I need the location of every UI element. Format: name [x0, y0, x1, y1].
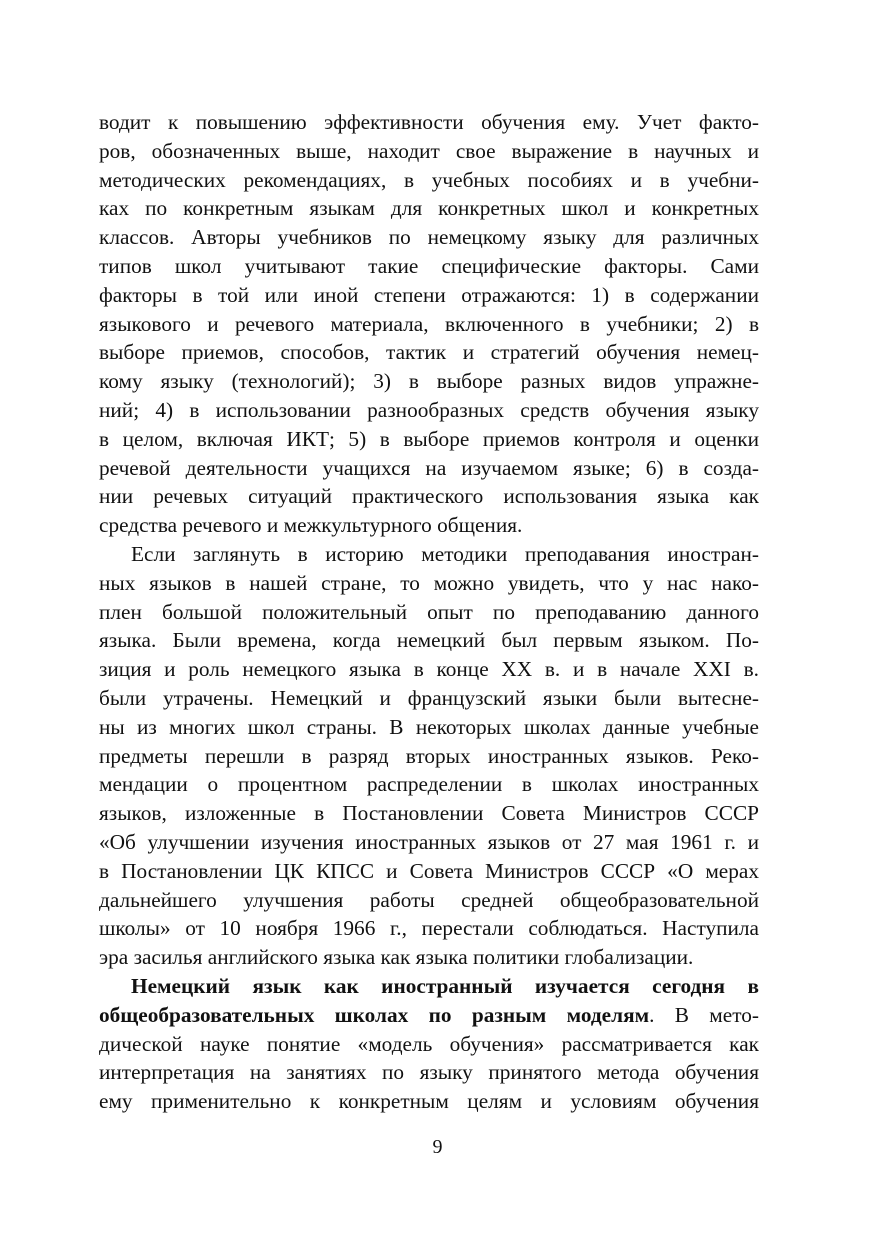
text-line: языка. Были времена, когда немецкий был первым языком. По-: [99, 628, 759, 653]
text-line: дической науке понятие «модель обучения» рассматривается как: [99, 1031, 759, 1056]
text-line: в Постановлении ЦК КПСС и Совета Министров СССР «О мерах: [99, 858, 759, 883]
text-line: водит к повышению эффективности обучения ему. Учет факто-: [99, 110, 759, 134]
text-line: «Об улучшении изучения иностранных языков от 27 мая 1961 г. и: [99, 829, 759, 854]
text-line: нии речевых ситуаций практического использования языка как: [99, 484, 759, 509]
text-line: ках по конкретным языкам для конкретных школ и конкретных: [99, 196, 759, 221]
text-line: языкового и речевого материала, включенного в учебники; 2) в: [99, 311, 759, 336]
text-line: языков, изложенные в Постановлении Совета Министров СССР: [99, 801, 759, 826]
text-line: классов. Авторы учебников по немецкому языку для различных: [99, 225, 759, 250]
text-line: были утрачены. Немецкий и французский языки были вытесне-: [99, 685, 759, 710]
text-line: плен большой положительный опыт по преподаванию данного: [99, 599, 759, 624]
text-line: зиция и роль немецкого языка в конце XX в. и в начале XXI в.: [99, 657, 759, 682]
text-line: эра засилья английского языка как языка политики глобализации.: [99, 945, 694, 970]
text-line: мендации о процентном распределении в школах иностранных: [99, 772, 759, 797]
text-fragment: . В мето-: [649, 1002, 760, 1027]
text-line: факторы в той или иной степени отражаются: 1) в содержании: [99, 282, 759, 307]
paragraph-3: [99, 972, 759, 1116]
mixed-line: [99, 1001, 759, 1030]
text-line: ров, обозначенных выше, находит свое выражение в научных и: [99, 138, 759, 163]
text-line: предметы перешли в разряд вторых иностранных языков. Реко-: [99, 743, 759, 768]
paragraph-2: [99, 540, 759, 972]
page-number: 9: [432, 1136, 443, 1158]
text-line: ных языков в нашей стране, то можно увидеть, что у нас нако-: [99, 570, 759, 595]
text-line: речевой деятельности учащихся на изучаемом языке; 6) в созда-: [99, 455, 759, 480]
document-page: [99, 108, 759, 1116]
text-line: интерпретация на занятиях по языку принятого метода обучения: [99, 1060, 759, 1085]
text-line: кому языку (технологий); 3) в выборе разных видов упражне-: [99, 369, 759, 394]
text-line: ему применительно к конкретным целям и условиям обучения: [99, 1089, 759, 1114]
text-line: методических рекомендациях, в учебных пособиях и в учебни-: [99, 167, 759, 192]
text-line: Если заглянуть в историю методики преподавания иностран-: [131, 541, 759, 566]
text-line: выборе приемов, способов, тактик и стратегий обучения немец-: [99, 340, 759, 365]
paragraph-1: [99, 108, 759, 540]
text-line: типов школ учитывают такие специфические факторы. Сами: [99, 253, 759, 278]
text-line: ний; 4) в использовании разнообразных средств обучения языку: [99, 397, 759, 422]
text-line: школы» от 10 ноября 1966 г., перестали соблюдаться. Наступила: [99, 916, 759, 941]
text-line: в целом, включая ИКТ; 5) в выборе приемов контроля и оценки: [99, 426, 759, 451]
text-line: средства речевого и межкультурного общения.: [99, 513, 523, 538]
text-line: ны из многих школ страны. В некоторых школах данные учебные: [99, 714, 759, 739]
text-line: дальнейшего улучшения работы средней общеобразовательной: [99, 887, 759, 912]
bold-heading-line: Немецкий язык как иностранный изучается сегодня в: [131, 973, 759, 998]
bold-heading-fragment: общеобразовательных школах по разным моделям: [99, 1002, 650, 1027]
